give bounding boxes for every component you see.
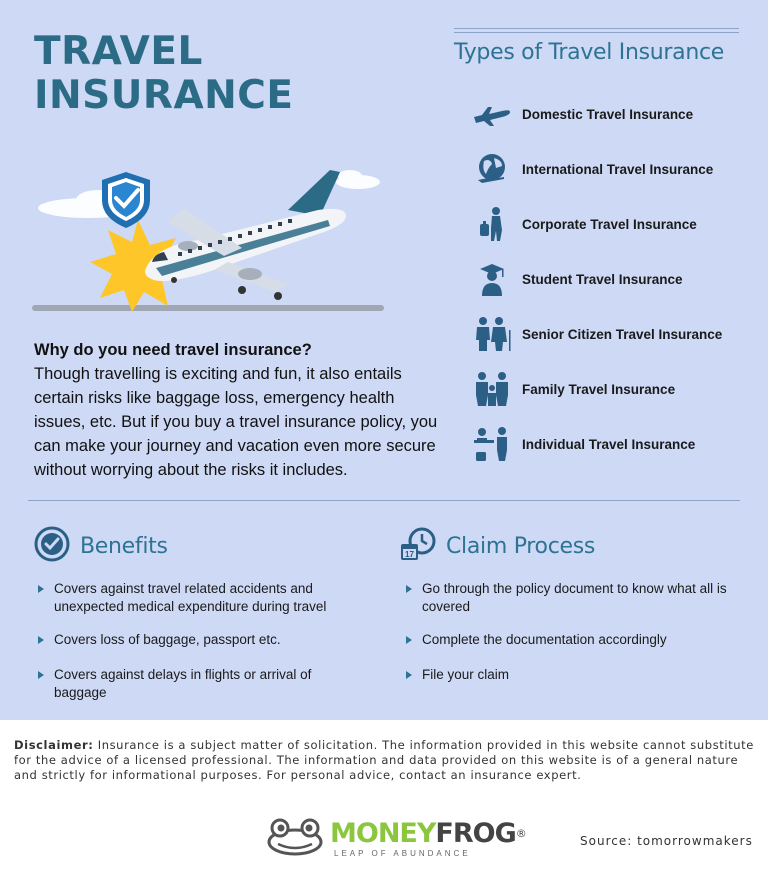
type-item-senior <box>470 316 722 352</box>
benefits-header <box>34 526 168 567</box>
page-title <box>34 30 294 118</box>
check-circle-icon <box>34 526 70 567</box>
type-item-international <box>470 151 713 187</box>
type-label: Corporate Travel Insurance <box>522 216 697 232</box>
types-heading: Types of Travel Insurance <box>454 40 725 65</box>
type-label: International Travel Insurance <box>522 161 714 177</box>
individual-traveler-icon <box>470 426 514 462</box>
type-item-individual <box>470 426 695 462</box>
graduate-icon <box>470 261 514 297</box>
section-divider <box>28 500 740 501</box>
list-item: Covers loss of baggage, passport etc. <box>36 631 354 649</box>
shield-icon <box>102 172 150 228</box>
types-rule <box>454 28 739 29</box>
title-line-2: INSURANCE <box>34 73 294 118</box>
type-label: Family Travel Insurance <box>522 381 676 397</box>
globe-plane-icon <box>470 151 514 187</box>
logo-frog: FROG <box>435 817 516 849</box>
list-item: Go through the policy document to know what all is covered <box>404 580 732 616</box>
why-section <box>34 338 444 482</box>
claim-heading: Claim Process <box>446 534 596 559</box>
frog-logo-icon <box>266 816 324 861</box>
source-credit: Source: tomorrowmakers <box>580 834 753 848</box>
type-label: Student Travel Insurance <box>522 271 683 287</box>
type-item-family <box>470 371 675 407</box>
registered-mark: ® <box>515 826 526 840</box>
benefits-heading: Benefits <box>80 534 168 559</box>
type-label: Individual Travel Insurance <box>522 436 696 452</box>
why-body: Though travelling is exciting and fun, it also entails certain risks like baggage loss, emergency health issues, etc. But if you buy a travel insurance policy, you can make your journey and vacation even more secure without worrying about the risks it includes. <box>34 365 438 479</box>
logo-tagline: LEAP OF ABUNDANCE <box>334 848 471 858</box>
business-traveler-icon <box>470 206 514 242</box>
airplane-icon <box>470 96 514 132</box>
list-item: Complete the documentation accordingly <box>404 631 732 649</box>
disclaimer-label: Disclaimer: <box>14 738 94 752</box>
list-item: Covers against travel related accidents and unexpected medical expenditure during travel <box>36 580 354 616</box>
logo-money: MONEY <box>330 817 436 849</box>
type-item-student <box>470 261 683 297</box>
airplane-illustration <box>28 150 388 316</box>
type-label: Senior Citizen Travel Insurance <box>522 326 723 342</box>
family-icon <box>470 371 514 407</box>
disclaimer <box>14 738 754 783</box>
type-item-domestic <box>470 96 693 132</box>
why-question: Why do you need travel insurance? <box>34 341 312 359</box>
type-item-corporate <box>470 206 697 242</box>
claim-header <box>400 526 595 567</box>
disclaimer-text: Insurance is a subject matter of solicitation. The information provided in this website cannot substitute for the advice of a licensed professional. The information and data provided on this website is of a general nature and strictly for informational purposes. For personal advice, contact an insurance expert. <box>14 738 754 782</box>
airplane-icon <box>145 170 346 300</box>
title-line-1: TRAVEL <box>34 29 203 74</box>
moneyfrog-logo <box>266 816 526 861</box>
list-item: File your claim <box>404 666 732 684</box>
type-label: Domestic Travel Insurance <box>522 106 694 122</box>
calendar-clock-icon <box>400 526 436 567</box>
calendar-day: 17 <box>405 550 414 559</box>
senior-couple-icon <box>470 316 514 352</box>
list-item: Covers against delays in flights or arrival of baggage <box>36 666 354 702</box>
